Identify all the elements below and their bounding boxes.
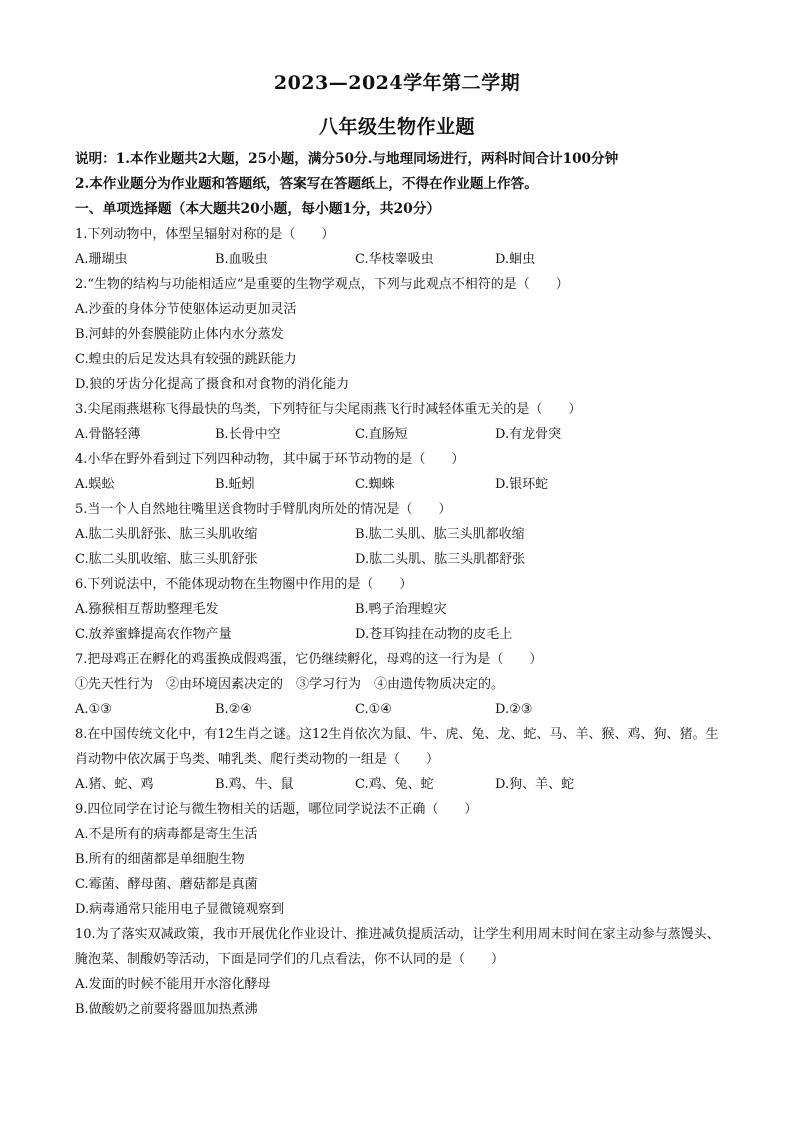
answer-option: D.蛔虫 — [495, 252, 536, 267]
worksheet-term-title: 2023—2024学年第二学期 — [273, 72, 521, 94]
question-stem: 7.把母鸡正在孵化的鸡蛋换成假鸡蛋，它仍继续孵化，母鸡的这一行为是（ ） — [75, 652, 543, 667]
instructions-line-1: 说明：1.本作业题共2大题，25小题，满分50分.与地理同场进行，两科时间合计100分钟 — [75, 151, 619, 167]
worksheet-subject-title: 八年级生物作业题 — [318, 116, 475, 138]
answer-option: C.鸡、兔、蛇 — [355, 777, 434, 792]
question-item — [75, 447, 725, 497]
question-stem: 3.尖尾雨燕堪称飞得最快的鸟类，下列特征与尖尾雨燕飞行时减轻体重无关的是（ ） — [75, 402, 582, 417]
answer-option: B.所有的细菌都是单细胞生物 — [75, 852, 245, 867]
answer-option: B.做酸奶之前要将器皿加热煮沸 — [75, 1002, 258, 1017]
answer-option: B.河蚌的外套膜能防止体内水分蒸发 — [75, 327, 284, 342]
question-stem: 2.“生物的结构与功能相适应”是重要的生物学观点，下列与此观点不相符的是（ ） — [75, 277, 569, 292]
answer-option: D.狗、羊、蛇 — [495, 777, 575, 792]
answer-option: B.蚯蚓 — [215, 477, 255, 492]
answer-option: D.有龙骨突 — [495, 427, 562, 442]
answer-option: C.蝗虫的后足发达具有较强的跳跃能力 — [75, 352, 297, 367]
question-item — [75, 797, 725, 922]
question-stem: 5.当一个人自然地往嘴里送食物时手臂肌肉所处的情况是（ ） — [75, 502, 452, 517]
answer-option: A.猕猴相互帮助整理毛发 — [75, 602, 219, 617]
question-statements: ①先天性行为 ②由环境因素决定的 ③学习行为 ④由遗传物质决定的。 — [75, 677, 505, 692]
options-row — [75, 522, 725, 547]
answer-option: C.放养蜜蜂提高农作物产量 — [75, 627, 232, 642]
answer-option: C.肱二头肌收缩、肱三头肌舒张 — [75, 552, 258, 567]
answer-option: B.鸡、牛、鼠 — [215, 777, 294, 792]
answer-option: A.发面的时候不能用开水溶化酵母 — [75, 977, 271, 992]
options-row — [75, 422, 725, 447]
question-item — [75, 922, 725, 1022]
options-row — [75, 547, 725, 572]
answer-option: B.肱二头肌、肱三头肌都收缩 — [355, 527, 525, 542]
answer-option: D.②③ — [495, 702, 533, 717]
question-item — [75, 272, 725, 397]
options-row — [75, 697, 725, 722]
options-row — [75, 247, 725, 272]
question-item — [75, 497, 725, 572]
answer-option: D.病毒通常只能用电子显微镜观察到 — [75, 902, 285, 917]
question-item — [75, 647, 725, 722]
answer-option: D.肱二头肌、肱三头肌都舒张 — [355, 552, 526, 567]
question-item — [75, 572, 725, 647]
answer-option: D.苍耳钩挂在动物的皮毛上 — [355, 627, 513, 642]
question-stem: 4.小华在野外看到过下列四种动物，其中属于环节动物的是（ ） — [75, 452, 465, 467]
answer-option: B.鸭子治理蝗灾 — [355, 602, 447, 617]
answer-option: C.蜘蛛 — [355, 477, 395, 492]
question-stem: 9.四位同学在讨论与微生物相关的话题，哪位同学说法不正确（ ） — [75, 802, 478, 817]
answer-option: C.①④ — [355, 702, 392, 717]
answer-option: B.长骨中空 — [215, 427, 281, 442]
question-stem: 1.下列动物中，体型呈辐射对称的是（ ） — [75, 227, 335, 242]
question-stem: 8.在中国传统文化中，有12生肖之谜。这12生肖依次为鼠、牛、虎、兔、龙、蛇、马、羊、猴、鸡、狗、猪。生肖动物中依次属于鸟类、哺乳类、爬行类动物的一组是（ ） — [75, 727, 719, 767]
instructions-line-2: 2.本作业题分为作业题和答题纸，答案写在答题纸上，不得在作业题上作答。 — [75, 176, 538, 192]
answer-option: B.血吸虫 — [215, 252, 268, 267]
answer-option: C.直肠短 — [355, 427, 408, 442]
question-list — [75, 222, 725, 1022]
question-item — [75, 722, 725, 797]
answer-option: A.猪、蛇、鸡 — [75, 777, 154, 792]
options-row — [75, 597, 725, 622]
answer-option: A.沙蚕的身体分节使躯体运动更加灵活 — [75, 302, 297, 317]
answer-option: A.不是所有的病毒都是寄生生活 — [75, 827, 258, 842]
answer-option: C.霉菌、酵母菌、蘑菇都是真菌 — [75, 877, 258, 892]
options-row — [75, 772, 725, 797]
section-heading: 一、单项选择题（本大题共20小题，每小题1分，共20分） — [75, 201, 441, 217]
answer-option: D.银环蛇 — [495, 477, 549, 492]
answer-option: A.①③ — [75, 702, 112, 717]
answer-option: D.狼的牙齿分化提高了摄食和对食物的消化能力 — [75, 377, 350, 392]
question-item — [75, 222, 725, 272]
answer-option: A.骨骼轻薄 — [75, 427, 141, 442]
answer-option: A.蜈蚣 — [75, 477, 115, 492]
answer-option: C.华枝睾吸虫 — [355, 252, 434, 267]
answer-option: B.②④ — [215, 702, 252, 717]
options-row — [75, 622, 725, 647]
answer-option: A.肱二头肌舒张、肱三头肌收缩 — [75, 527, 258, 542]
question-stem: 10.为了落实双减政策，我市开展优化作业设计、推进减负提质活动，让学生利用周末时间在家主动参与蒸馒头、腌泡菜、制酸奶等活动，下面是同学们的几点看法，你不认同的是（ ） — [75, 927, 720, 967]
question-stem: 6.下列说法中，不能体现动物在生物圈中作用的是（ ） — [75, 577, 413, 592]
answer-option: A.珊瑚虫 — [75, 252, 128, 267]
question-item — [75, 397, 725, 447]
options-row — [75, 472, 725, 497]
